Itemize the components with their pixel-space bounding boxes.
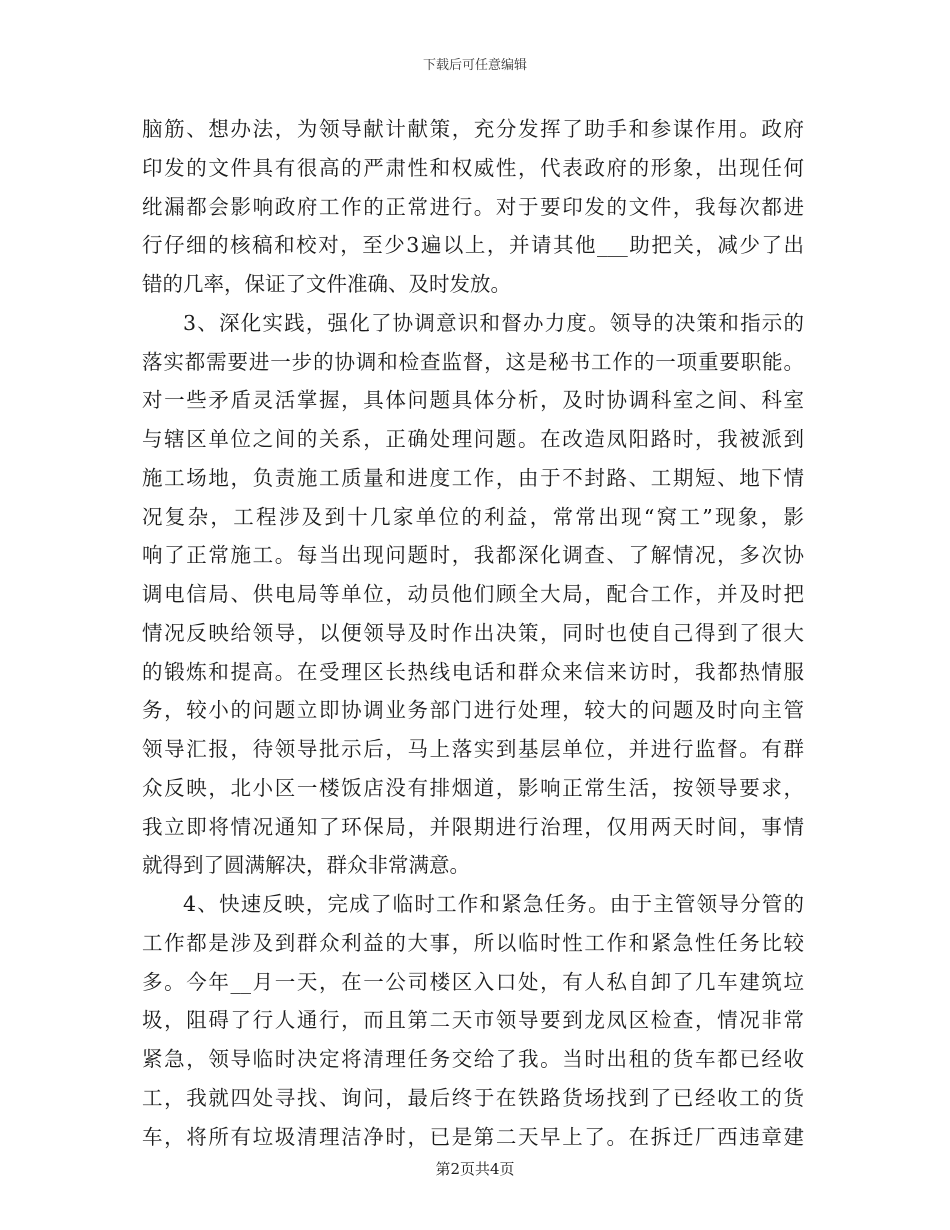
text-line: 调电信局、供电局等单位，动员他们顾全大局，配合工作，并及时把 [142,582,804,606]
text-line: 我立即将情况通知了环保局，并限期进行治理，仅用两天时间，事情 [142,814,804,839]
text-line: 纰漏都会影响政府工作的正常进行。对于要印发的文件，我每次都进 [142,194,804,219]
text-line: 的锻炼和提高。在受理区长热线电话和群众来信来访时，我都热情服 [142,659,804,684]
page-number-footer: 第2页共4页 [435,1160,515,1178]
text-line: 情况反映给领导，以便领导及时作出决策，同时也使自己得到了很大 [142,620,804,645]
text-line: 众反映，北小区一楼饭店没有排烟道，影响正常生活，按领导要求， [142,775,804,800]
text-line: 工作都是涉及到群众利益的大事，所以临时性工作和紧急性任务比较 [142,930,804,955]
text-line: 与辖区单位之间的关系，正确处理问题。在改造凤阳路时，我被派到 [142,427,804,451]
text-line: 工，我就四处寻找、询问，最后终于在铁路货场找到了已经收工的货 [142,1085,804,1110]
text-line: 施工场地，负责施工质量和进度工作，由于不封路、工期短、地下情 [142,465,804,490]
document-body [142,110,804,1156]
text-line: 行仔细的核稿和校对，至少3遍以上，并请其他___助把关，减少了出 [142,233,804,258]
paragraph-3-heading-line: 3、深化实践，强化了协调意识和督办力度。领导的决策和指示的 [183,310,804,335]
paragraph-4-heading-line: 4、快速反映，完成了临时工作和紧急任务。由于主管领导分管的 [183,892,804,916]
text-line: 脑筋、想办法，为领导献计献策，充分发挥了助手和参谋作用。政府 [142,117,804,141]
text-line: 务，较小的问题立即协调业务部门进行处理，较大的问题及时向主管 [142,698,804,723]
text-line: 多。今年__月一天，在一公司楼区入口处，有人私自卸了几车建筑垃 [142,969,804,994]
text-line: 紧急，领导临时决定将清理任务交给了我。当时出租的货车都已经收 [142,1047,804,1071]
text-line: 错的几率，保证了文件准确、及时发放。 [142,272,511,296]
page-header-note: 下载后可任意编辑 [422,58,527,73]
text-line: 就得到了圆满解决，群众非常满意。 [142,853,470,878]
text-line: 响了正常施工。每当出现问题时，我都深化调查、了解情况，多次协 [142,543,804,568]
text-line: 车，将所有垃圾清理洁净时，已是第二天早上了。在拆迁厂西违章建 [142,1124,804,1149]
text-line: 落实都需要进一步的协调和检查监督，这是秘书工作的一项重要职能。 [142,349,804,374]
text-line: 印发的文件具有很高的严肃性和权威性，代表政府的形象，出现任何 [142,155,804,180]
text-line: 圾，阻碍了行人通行，而且第二天市领导要到龙凤区检查，情况非常 [142,1008,804,1033]
text-line: 领导汇报，待领导批示后，马上落实到基层单位，并进行监督。有群 [142,737,804,761]
text-line: 况复杂，工程涉及到十几家单位的利益，常常出现“窝工”现象，影 [142,504,804,529]
text-line: 对一些矛盾灵活掌握，具体问题具体分析，及时协调科室之间、科室 [142,388,804,413]
